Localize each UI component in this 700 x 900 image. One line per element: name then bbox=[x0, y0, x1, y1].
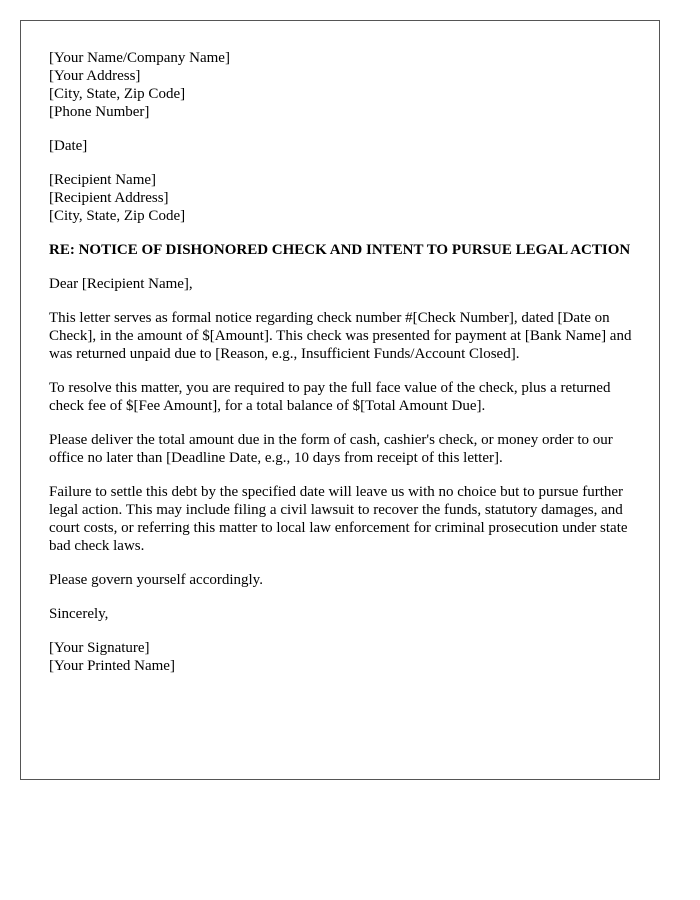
letter-content bbox=[49, 49, 634, 691]
paragraph-payment-required: To resolve this matter, you are required to pay the full face value of the check, plus a returned check fee of $[Fee Amount], for a total balance of $[Total Amount Due]. bbox=[49, 380, 611, 414]
paragraph-govern-yourself: Please govern yourself accordingly. bbox=[49, 572, 263, 588]
recipient-block bbox=[49, 171, 634, 225]
date-block bbox=[49, 137, 634, 155]
letter-page bbox=[20, 20, 660, 780]
paragraph-delivery-deadline: Please deliver the total amount due in the form of cash, cashier's check, or money order to our office no later than [Deadline Date, e.g., 10 days from receipt of this letter]. bbox=[49, 432, 613, 466]
printed-name: [Your Printed Name] bbox=[49, 658, 175, 674]
signature-line: [Your Signature] bbox=[49, 640, 150, 656]
sender-address: [Your Address] bbox=[49, 68, 141, 84]
sender-phone: [Phone Number] bbox=[49, 104, 150, 120]
letter-date: [Date] bbox=[49, 138, 88, 154]
salutation: Dear [Recipient Name], bbox=[49, 276, 193, 292]
subject-line: RE: NOTICE OF DISHONORED CHECK AND INTENT TO PURSUE LEGAL ACTION bbox=[49, 242, 631, 258]
sender-city-state-zip: [City, State, Zip Code] bbox=[49, 86, 186, 102]
recipient-city-state-zip: [City, State, Zip Code] bbox=[49, 208, 186, 224]
closing: Sincerely, bbox=[49, 606, 109, 622]
paragraph-legal-action: Failure to settle this debt by the specified date will leave us with no choice but to pursue further legal action. This may include filing a civil lawsuit to recover the funds, statutory damages, and court costs, or referring this matter to local law enforcement for criminal prosecution under state bad check laws. bbox=[49, 484, 628, 554]
sender-name: [Your Name/Company Name] bbox=[49, 50, 230, 66]
signature-block bbox=[49, 639, 634, 675]
paragraph-check-notice: This letter serves as formal notice regarding check number #[Check Number], dated [Date on Check], in the amount of $[Amount]. This check was presented for payment at [Bank Name] and was returned unpaid due to [Reason, e.g., Insufficient Funds/Account Closed]. bbox=[49, 310, 632, 362]
recipient-name: [Recipient Name] bbox=[49, 172, 157, 188]
sender-block bbox=[49, 49, 634, 121]
recipient-address: [Recipient Address] bbox=[49, 190, 169, 206]
